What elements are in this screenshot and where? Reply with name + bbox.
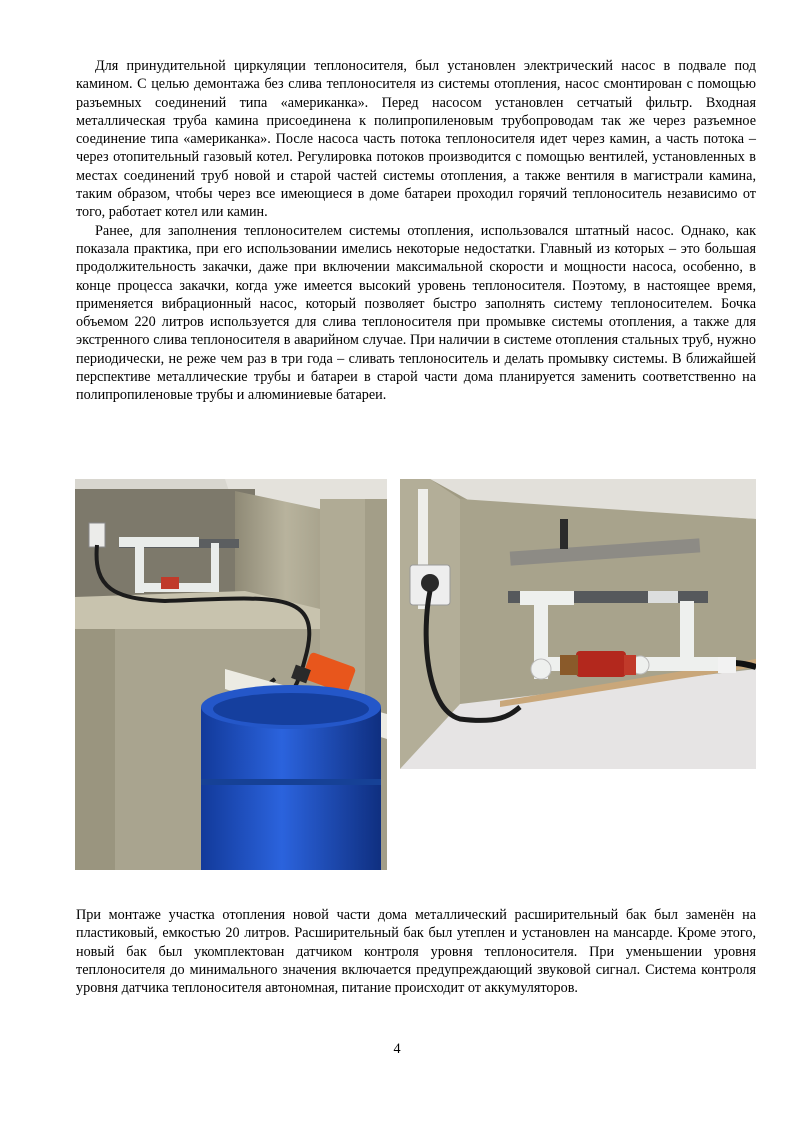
body-text-top (76, 57, 756, 405)
paragraph-filling-pump: Ранее, для заполнения теплоносителем системы отопления, использовался штатный насос. Однако, как показала практика, при его использовании имелись некоторые недостатки. Главный из которых – это большая продолжительность закачки, даже при включении максимальной скорости и мощности насоса, особенно, в конце процесса закачки, когда уже имеется высокий уровень теплоносителя. Поэтому, в настоящее время, применяется вибрационный насос, который позволяет быстро заполнять систему теплоносителем. Бочка объемом 220 литров используется для слива теплоносителя при промывке системы отопления, а также для экстренного слива теплоносителя в аварийном случае. При наличии в системе отопления стальных труб, нужно периодически, не реже чем раз в три года – сливать теплоноситель и делать промывку системы. В ближайшей перспективе металлические трубы и батареи в старой части дома планируется заменить соответственно на полипропиленовые трубы и алюминиевые батареи. (76, 222, 756, 404)
body-text-bottom (76, 906, 756, 997)
page-number: 4 (393, 1041, 401, 1057)
photo-circulation-pump (400, 479, 756, 769)
paragraph-pump-installation: Для принудительной циркуляции теплоносителя, был установлен электрический насос в подвале под камином. С целью демонтажа без слива теплоносителя из системы отопления, насос смонтирован с помощью разъемных соединений типа «американка». Перед насосом установлен сетчатый фильтр. Входная металлическая труба камина присоединена к полипропиленовым трубопроводам так же через разъемное соединение типа «американка». После насоса часть потока теплоносителя идет через камин, а часть потока – через отопительный газовый котел. Регулировка потоков производится с помощью вентилей, установленных в местах соединений труб новой и старой частей системы отопления, а также вентиля в магистрали камина, таким образом, чтобы через все имеющиеся в доме батареи проходил горячий теплоноситель независимо от того, работает котел или камин. (76, 58, 756, 221)
paragraph-expansion-tank: При монтаже участка отопления новой части дома металлический расширительный бак был заменён на пластиковый, емкостью 20 литров. Расширительный бак был утеплен и установлен на мансарде. Кроме этого, новый бак был укомплектован датчиком контроля уровня теплоносителя. При уменьшении уровня теплоносителя до минимального значения включается предупреждающий звуковой сигнал. Система контроля уровня датчика теплоносителя автономная, питание происходит от аккумуляторов. (76, 907, 756, 997)
photo-barrel-and-pump (75, 479, 387, 870)
